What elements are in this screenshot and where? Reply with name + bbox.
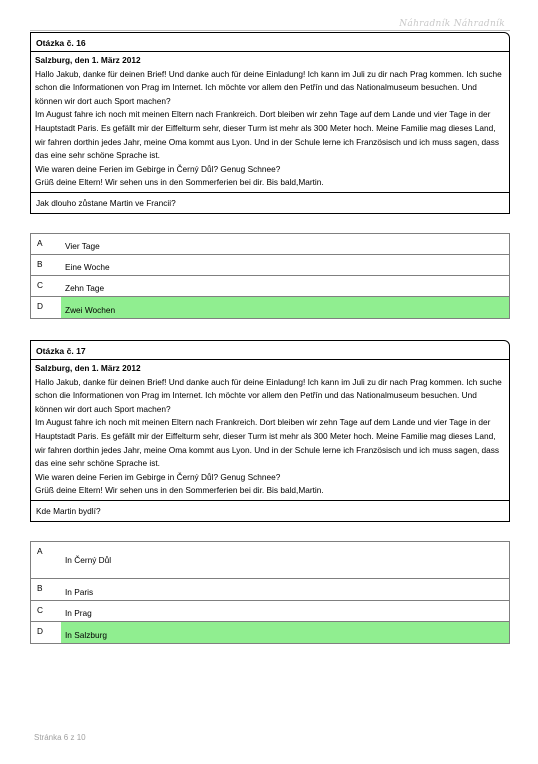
answer-letter: A <box>37 238 43 248</box>
passage-dateline: Salzburg, den 1. März 2012 <box>35 55 141 65</box>
answer-text: Zwei Wochen <box>65 305 116 315</box>
answer-text: In Černý Důl <box>65 555 112 565</box>
answer-option-a[interactable] <box>31 234 509 255</box>
passage-dateline: Salzburg, den 1. März 2012 <box>35 363 141 373</box>
passage-paragraph: Grüß deine Eltern! Wir sehen uns in den Sommerferien bei dir. Bis bald,Martin. <box>35 177 324 188</box>
question-prompt: Jak dlouho zůstane Martin ve Francii? <box>31 192 509 213</box>
answer-letter: A <box>37 546 43 556</box>
question-title: Otázka č. 17 <box>30 340 510 360</box>
answer-option-d-correct[interactable] <box>31 622 509 643</box>
answer-letter: C <box>37 280 43 290</box>
answer-list-16 <box>30 233 510 319</box>
watermark: Náhradník Náhradník <box>399 19 505 29</box>
question-16 <box>30 32 510 214</box>
answer-option-c[interactable] <box>31 601 509 622</box>
passage <box>31 52 509 192</box>
page-number: Stránka 6 z 10 <box>34 733 86 742</box>
answer-text: Zehn Tage <box>65 283 105 293</box>
question-prompt: Kde Martin bydlí? <box>31 500 509 521</box>
question-body <box>30 360 510 522</box>
passage <box>31 360 509 500</box>
passage-paragraph: Im August fahre ich noch mit meinen Eltern nach Frankreich. Dort bleiben wir zehn Tage auf dem Lande und vier Tage in der Hauptstadt Paris. Es gefällt mir der Eiffelturm sehr, dieser Turm ist mehr als 300 Meter hoch. Meine Familie mag dieses Land, wir fahren dorthin jedes Jahr, meine Oma kommt aus Lyon. Und in der Schule lerne ich Französisch und ich muss sagen, dass das eine sehr schöne Sprache ist. <box>35 417 500 469</box>
answer-text: In Paris <box>65 587 94 597</box>
answer-list-17 <box>30 541 510 644</box>
answer-letter: D <box>31 622 61 643</box>
answer-letter: B <box>37 583 43 593</box>
passage-paragraph: Wie waren deine Ferien im Gebirge in Černý Důl? Genug Schnee? <box>35 163 281 174</box>
passage-paragraph: Grüß deine Eltern! Wir sehen uns in den Sommerferien bei dir. Bis bald,Martin. <box>35 485 324 496</box>
passage-paragraph: Hallo Jakub, danke für deinen Brief! Und danke auch für deine Einladung! Ich kann im Juli zu dir nach Prag kommen. Ich suche schon die Informationen von Prag im Internet. Ich möchte vor allem den Petřín und das Nationalmuseum besuchen. Und können wir dort auch Sport machen? <box>35 68 502 106</box>
header-divider <box>30 30 510 31</box>
answer-letter: C <box>37 605 43 615</box>
answer-option-c[interactable] <box>31 276 509 297</box>
question-body <box>30 52 510 214</box>
answer-text: Vier Tage <box>65 241 100 251</box>
passage-paragraph: Im August fahre ich noch mit meinen Eltern nach Frankreich. Dort bleiben wir zehn Tage auf dem Lande und vier Tage in der Hauptstadt Paris. Es gefällt mir der Eiffelturm sehr, dieser Turm ist mehr als 300 Meter hoch. Meine Familie mag dieses Land, wir fahren dorthin jedes Jahr, meine Oma kommt aus Lyon. Und in der Schule lerne ich Französisch und ich muss sagen, dass das eine sehr schöne Sprache ist. <box>35 109 500 161</box>
answer-option-b[interactable] <box>31 255 509 276</box>
answer-text: In Salzburg <box>65 630 107 640</box>
answer-option-a[interactable] <box>31 542 509 579</box>
answer-text: Eine Woche <box>65 262 110 272</box>
question-17 <box>30 340 510 522</box>
answer-letter: D <box>31 297 61 318</box>
passage-paragraph: Wie waren deine Ferien im Gebirge in Černý Důl? Genug Schnee? <box>35 471 281 482</box>
answer-option-d-correct[interactable] <box>31 297 509 318</box>
question-title: Otázka č. 16 <box>30 32 510 52</box>
answer-text: In Prag <box>65 608 92 618</box>
answer-option-b[interactable] <box>31 579 509 601</box>
passage-paragraph: Hallo Jakub, danke für deinen Brief! Und danke auch für deine Einladung! Ich kann im Juli zu dir nach Prag kommen. Ich suche schon die Informationen von Prag im Internet. Ich möchte vor allem den Petřín und das Nationalmuseum besuchen. Und können wir dort auch Sport machen? <box>35 376 502 414</box>
answer-letter: B <box>37 259 43 269</box>
